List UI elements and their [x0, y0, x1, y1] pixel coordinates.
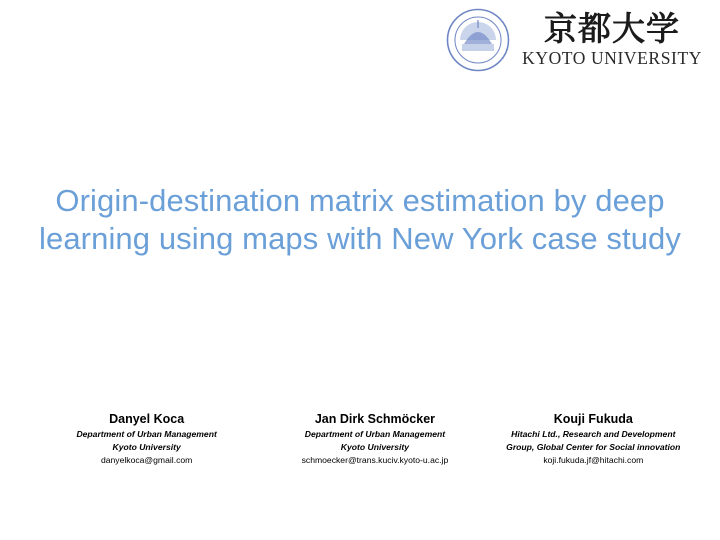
kyoto-university-logo: [446, 8, 702, 72]
author-email: danyelkoca@gmail.com: [100, 455, 193, 465]
author-entry: [30, 412, 263, 466]
author-email: schmoecker@trans.kuciv.kyoto-u.ac.jp: [301, 455, 449, 465]
author-affiliation-line2: Kyoto University: [340, 442, 410, 452]
university-seal-icon: [446, 8, 510, 72]
author-entry: [487, 412, 700, 466]
author-affiliation-line1: Hitachi Ltd., Research and Development: [511, 429, 676, 439]
author-name: Kouji Fukuda: [553, 412, 633, 426]
author-name: Danyel Koca: [109, 412, 185, 426]
university-name-english: KYOTO UNIVERSITY: [522, 48, 702, 69]
author-affiliation-line1: Department of Urban Management: [76, 429, 217, 439]
author-affiliation-line2: Kyoto University: [112, 442, 181, 452]
author-email: koji.fukuda.jf@hitachi.com: [543, 455, 644, 465]
university-name-japanese: 京都大学: [544, 9, 681, 49]
page-title: Origin-destination matrix estimation by deep learning using maps with New York case study: [39, 183, 681, 256]
author-name: Jan Dirk Schmöcker: [314, 412, 436, 426]
author-entry: [263, 412, 486, 466]
author-affiliation-line1: Department of Urban Management: [304, 429, 446, 439]
author-affiliation-line2: Group, Global Center for Social innovation: [506, 442, 681, 452]
author-list: [30, 412, 700, 466]
university-name-block: [522, 9, 702, 69]
